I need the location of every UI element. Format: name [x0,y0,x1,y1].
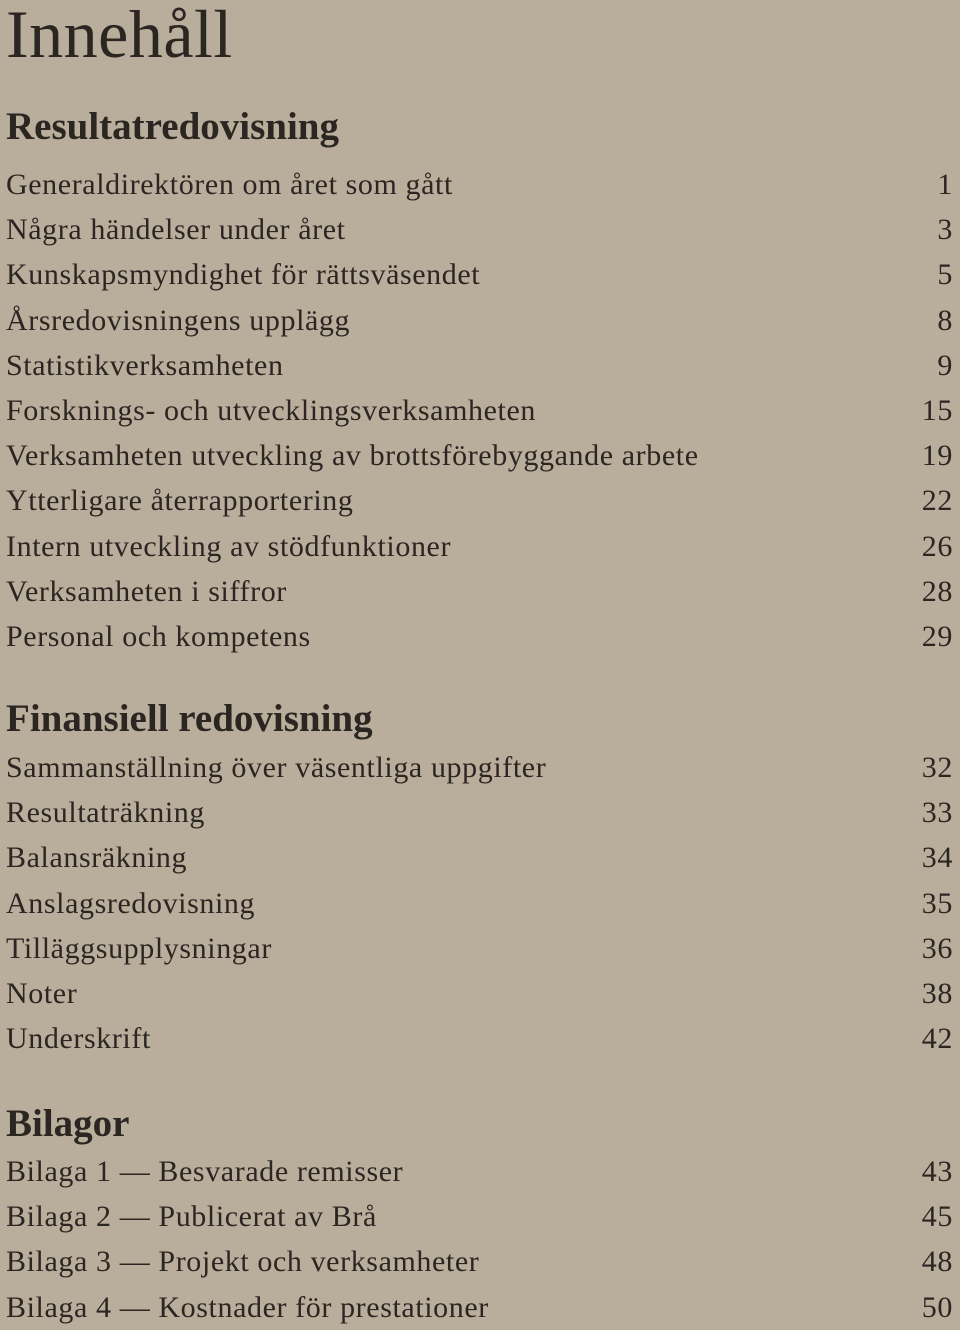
toc-entry[interactable] [6,252,953,297]
section-heading-resultatredovisning: Resultatredovisning [6,105,339,148]
toc-entry[interactable] [6,388,953,433]
toc-entry-label: Bilaga 1 — Besvarade remisser [6,1155,404,1188]
toc-entry[interactable] [6,343,953,388]
toc-entry-label: Verksamheten i siffror [6,574,287,608]
toc-entry-label: Några händelser under året [6,213,346,247]
toc-entry[interactable] [6,524,953,569]
toc-entry-page-number: 48 [921,1245,953,1279]
toc-entry-label: Kunskapsmyndighet för rättsväsendet [6,258,481,292]
toc-list-resultatredovisning [6,162,953,659]
toc-entry[interactable] [6,162,953,207]
section-heading-finansiell-redovisning: Finansiell redovisning [6,697,373,740]
toc-entry-page-number: 33 [921,796,953,830]
toc-entry-page-number: 28 [921,574,953,608]
toc-entry[interactable] [6,298,953,343]
toc-entry[interactable] [6,1239,953,1284]
toc-entry-page-number: 45 [921,1200,953,1234]
toc-entry[interactable] [6,614,953,659]
toc-entry-label: Verksamheten utveckling av brottsförebyggande arbete [6,439,699,473]
toc-entry-page-number: 5 [937,258,953,292]
toc-entry-label: Personal och kompetens [6,619,311,653]
toc-entry-label: Sammanställning över väsentliga uppgifter [6,751,547,784]
page-title: Innehåll [6,0,233,72]
toc-entry[interactable] [6,207,953,252]
toc-entry-page-number: 19 [921,439,953,473]
toc-entry[interactable] [6,745,953,790]
toc-list-finansiell-redovisning [6,745,953,1061]
toc-entry-page-number: 3 [937,213,953,247]
toc-entry-page-number: 38 [921,976,953,1010]
toc-entry-label: Generaldirektören om året som gått [6,168,453,201]
toc-list-bilagor [6,1149,953,1330]
toc-entry[interactable] [6,433,953,478]
toc-entry[interactable] [6,971,953,1016]
toc-entry-label: Noter [6,976,78,1010]
toc-entry-label: Intern utveckling av stödfunktioner [6,529,452,563]
toc-entry-label: Forsknings- och utvecklingsverksamheten [6,393,536,427]
toc-entry-page-number: 9 [937,348,953,382]
toc-entry[interactable] [6,1285,953,1330]
toc-entry[interactable] [6,926,953,971]
toc-entry-page-number: 50 [921,1290,953,1324]
toc-entry-label: Balansräkning [6,841,188,875]
toc-entry-label: Statistikverksamheten [6,348,284,382]
toc-entry-label: Bilaga 3 — Projekt och verksamheter [6,1245,480,1279]
toc-entry-page-number: 32 [921,751,953,784]
toc-entry-page-number: 43 [921,1155,953,1188]
toc-entry[interactable] [6,1016,953,1061]
toc-entry[interactable] [6,1194,953,1239]
toc-entry-label: Resultaträkning [6,796,205,830]
toc-entry-label: Underskrift [6,1022,151,1056]
toc-entry-label: Tilläggsupplysningar [6,931,272,965]
toc-entry[interactable] [6,835,953,880]
toc-entry-label: Bilaga 2 — Publicerat av Brå [6,1200,377,1234]
toc-entry-page-number: 34 [921,841,953,875]
toc-entry[interactable] [6,478,953,523]
toc-entry-page-number: 1 [937,168,953,201]
toc-entry-page-number: 29 [921,619,953,653]
toc-entry-page-number: 8 [937,303,953,337]
toc-entry-page-number: 35 [921,886,953,920]
toc-entry-page-number: 22 [921,484,953,518]
toc-entry-label: Bilaga 4 — Kostnader för prestationer [6,1290,489,1324]
toc-entry[interactable] [6,881,953,926]
toc-entry[interactable] [6,790,953,835]
toc-entry[interactable] [6,569,953,614]
toc-entry[interactable] [6,1149,953,1194]
toc-entry-page-number: 15 [921,393,953,427]
toc-entry-label: Anslagsredovisning [6,886,256,920]
toc-entry-page-number: 36 [921,931,953,965]
toc-entry-page-number: 26 [921,529,953,563]
toc-entry-label: Ytterligare återrapportering [6,484,354,518]
toc-entry-label: Årsredovisningens upplägg [6,303,351,337]
toc-entry-page-number: 42 [921,1022,953,1056]
section-heading-bilagor: Bilagor [6,1102,130,1145]
